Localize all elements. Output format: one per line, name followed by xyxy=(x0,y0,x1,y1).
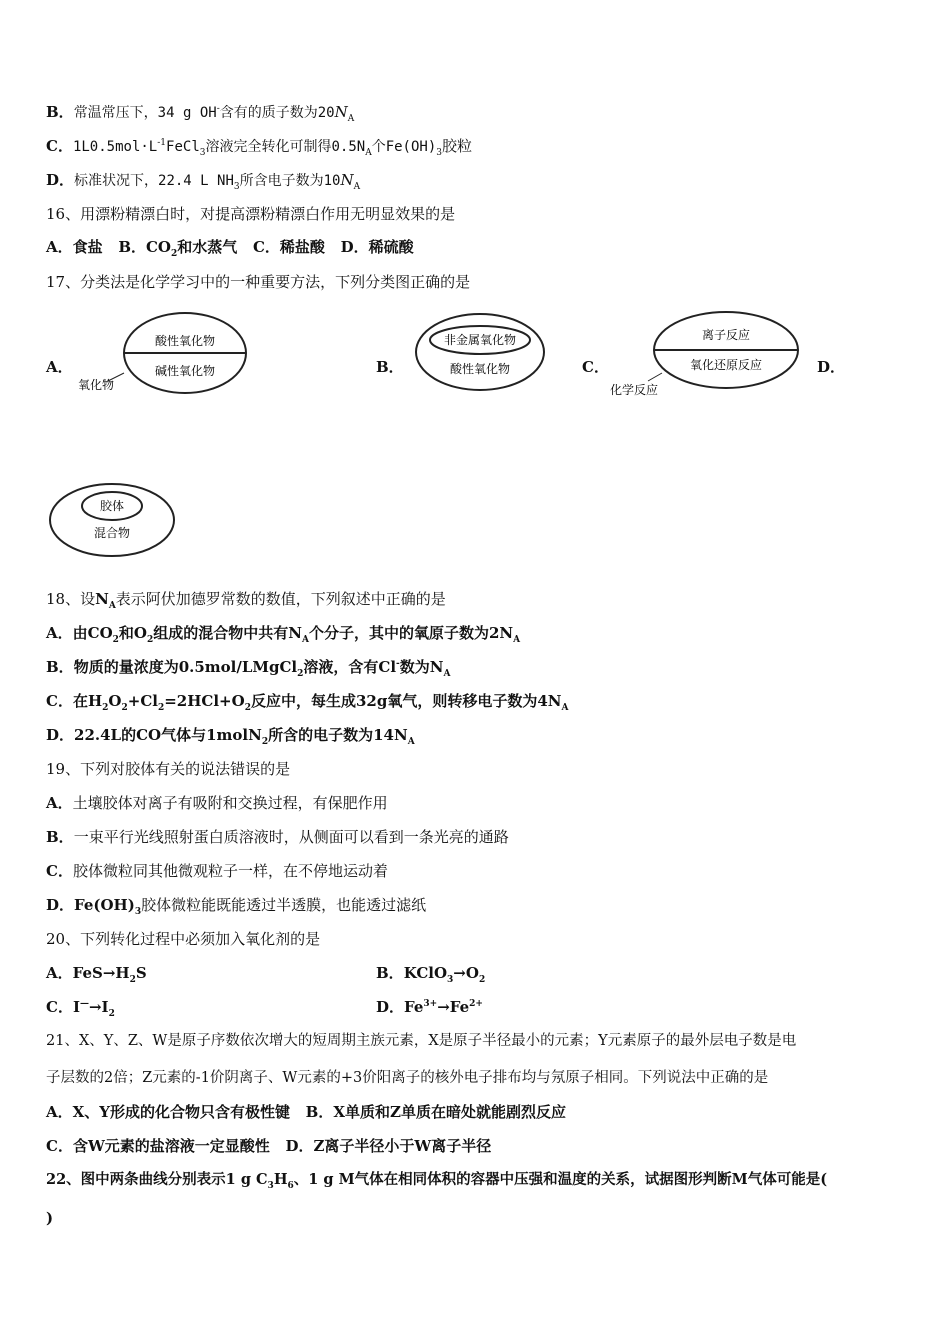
q19-option-d: D．$Fe(OH)_3$胶体微粒能既能透过半透膜，也能透过滤纸 xyxy=(46,896,427,917)
q18-option-b: B．物质的量浓度为0.5mol/LMgCl$_2$溶液，含有Cl-数为$N_A$ xyxy=(46,658,451,679)
q21-option-a: A．X、Y形成的化合物只含有极性键 xyxy=(46,1103,290,1121)
diagram-d-outer: 混合物 xyxy=(93,526,131,540)
diagram-c-top: 离子反应 xyxy=(701,328,751,342)
q17-label-a: A． xyxy=(46,358,73,376)
q19-stem: 19、下列对胶体有关的说法错误的是 xyxy=(46,760,291,778)
q16-option-a: A．食盐 xyxy=(46,238,103,256)
diagram-b-outer: 酸性氧化物 xyxy=(449,362,511,376)
q18-option-c: C．在$H_2O_2+Cl_2=2HCl+O_2$反应中，每生成32g氧气，则转移电子数为$4N_A$ xyxy=(46,692,569,713)
diagram-a-outer: 氧化物 xyxy=(78,378,115,392)
q17-label-d: D． xyxy=(817,358,846,376)
q16-options xyxy=(46,237,414,257)
q19-option-b: B．一束平行光线照射蛋白质溶液时，从侧面可以看到一条光亮的通路 xyxy=(46,828,509,846)
q19-option-c: C．胶体微粒同其他微观粒子一样，在不停地运动着 xyxy=(46,862,388,880)
q17-diagram-b xyxy=(405,310,555,395)
q21-option-c: C．含W元素的盐溶液一定显酸性 xyxy=(46,1137,270,1155)
q21-stem-line1: 21、X、Y、Z、W是原子序数依次增大的短周期主族元素，X是原子半径最小的元素；Y元素原子的最外层电子数是电 xyxy=(46,1033,797,1049)
q15-option-d: D．标准状况下，22.4 L $NH_3$所含电子数为$10N_A$ xyxy=(46,171,361,192)
q20-stem: 20、下列转化过程中必须加入氧化剂的是 xyxy=(46,930,321,948)
diagram-a-top: 酸性氧化物 xyxy=(154,334,216,348)
q16-option-b: B．$CO_2$和水蒸气 xyxy=(118,238,238,259)
diagram-c-outer: 化学反应 xyxy=(610,383,659,397)
q20-option-a: A．$FeS\to H_2S$ xyxy=(46,964,147,985)
q20-option-d: D．$Fe^{3+}\to Fe^{2+}$ xyxy=(376,998,483,1016)
q22-stem-line1: 22、图中两条曲线分别表示1 g $C_3H_6$、1 g M气体在相同体积的容器中压强和温度的关系，试据图形判断M气体可能是( xyxy=(46,1171,828,1191)
diagram-c-bottom: 氧化还原反应 xyxy=(689,358,763,372)
q17-diagram-c xyxy=(600,305,810,405)
q15-option-c: C．$1L0.5mol\cdot L^{-1}FeCl_3$溶液完全转化可制得$0.5N_A$个$Fe(OH)_3$胶粒 xyxy=(46,137,473,158)
q19-option-a: A．土壤胶体对离子有吸附和交换过程，有保肥作用 xyxy=(46,794,388,812)
q21-option-d: D．Z离子半径小于W离子半径 xyxy=(285,1137,492,1155)
q16-stem: 16、用漂粉精漂白时，对提高漂粉精漂白作用无明显效果的是 xyxy=(46,205,456,223)
q17-diagram-d xyxy=(45,480,180,560)
q15-option-b: B．常温常压下，34 g OH-含有的质子数为$20N_A$ xyxy=(46,103,355,124)
q17-label-b: B． xyxy=(376,358,404,376)
diagram-b-inner: 非金属氧化物 xyxy=(443,333,517,347)
q18-option-d: D．22.4L的CO气体与1molN$_2$所含的电子数为$14N_A$ xyxy=(46,726,415,747)
q20-option-c: C．$I^—\to I_2$ xyxy=(46,998,115,1019)
q21-options-ab xyxy=(46,1102,566,1122)
q21-options-cd xyxy=(46,1136,491,1156)
q17-stem: 17、分类法是化学学习中的一种重要方法，下列分类图正确的是 xyxy=(46,273,471,291)
diagram-d-inner: 胶体 xyxy=(99,499,125,513)
q21-option-b: B．X单质和Z单质在暗处就能剧烈反应 xyxy=(305,1103,566,1121)
q17-diagram-a xyxy=(70,305,260,405)
diagram-a-bottom: 碱性氧化物 xyxy=(154,364,216,378)
q21-stem-line2: 子层数的2倍；Z元素的-1价阴离子、W元素的+3价阳离子的核外电子排布均与氖原子相同。下列说法中正确的是 xyxy=(46,1070,769,1086)
q16-option-d: D．稀硫酸 xyxy=(340,238,414,256)
q17-label-c: C． xyxy=(582,358,609,376)
q18-stem: 18、设$N_A$表示阿伏加德罗常数的数值，下列叙述中正确的是 xyxy=(46,590,446,611)
q18-option-a: A．由$CO_2$和$O_2$组成的混合物中共有$N_A$个分子，其中的氧原子数为$2N_A$ xyxy=(46,624,521,645)
q20-option-b: B．$KClO_3\to O_2$ xyxy=(376,964,486,985)
q22-stem-line2: ) xyxy=(46,1209,54,1227)
q16-option-c: C．稀盐酸 xyxy=(252,238,325,256)
